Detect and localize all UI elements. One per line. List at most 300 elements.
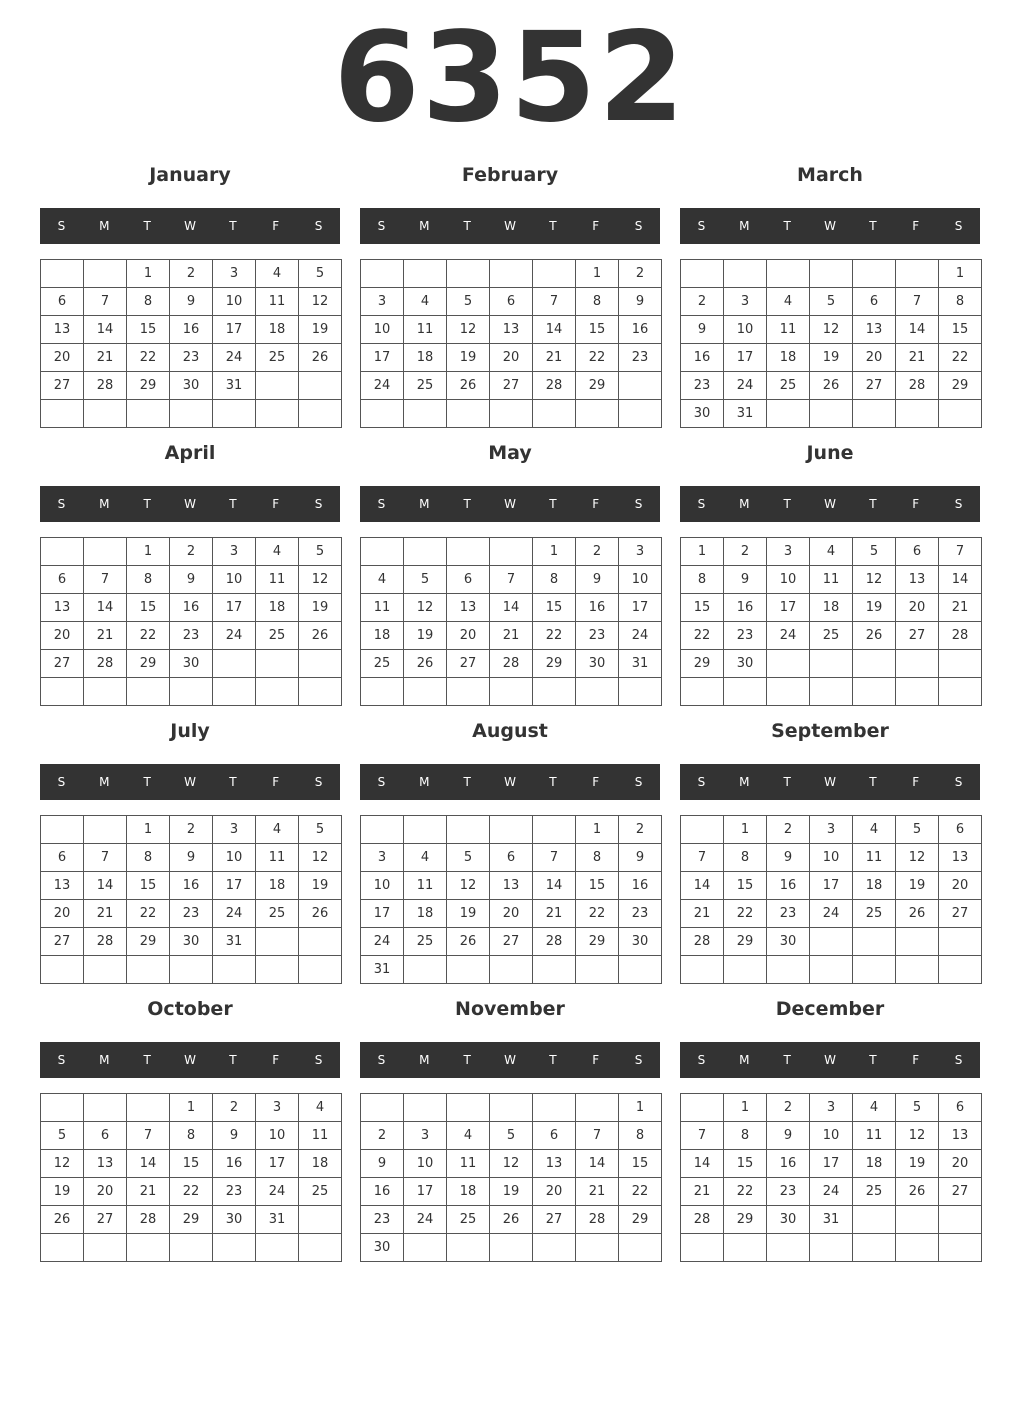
day-cell: 2: [724, 538, 767, 566]
month-block-april: [40, 438, 340, 708]
week-row: [681, 344, 982, 372]
day-cell: 29: [127, 372, 170, 400]
day-cell: [447, 538, 490, 566]
week-row: [361, 844, 662, 872]
day-cell: 13: [447, 594, 490, 622]
day-cell: [490, 260, 533, 288]
day-cell: 11: [447, 1150, 490, 1178]
week-row: [41, 1094, 342, 1122]
day-cell: 15: [533, 594, 576, 622]
day-cell: [853, 400, 896, 428]
day-cell: 13: [853, 316, 896, 344]
day-cell: 31: [213, 372, 256, 400]
day-cell: 24: [256, 1178, 299, 1206]
week-row: [361, 678, 662, 706]
day-cell: 6: [41, 844, 84, 872]
week-row: [361, 816, 662, 844]
day-cell: 18: [447, 1178, 490, 1206]
day-cell: 1: [576, 260, 619, 288]
day-grid: [40, 815, 342, 984]
month-title: October: [147, 998, 233, 1020]
day-cell: 31: [619, 650, 662, 678]
day-cell: 20: [533, 1178, 576, 1206]
weekday-label: T: [869, 775, 877, 789]
day-cell: [447, 1094, 490, 1122]
day-cell: 9: [170, 288, 213, 316]
month-title: November: [455, 998, 565, 1020]
day-cell: 10: [810, 1122, 853, 1150]
week-row: [41, 260, 342, 288]
week-row: [361, 1234, 662, 1262]
day-cell: 17: [256, 1150, 299, 1178]
day-grid: [680, 259, 982, 428]
day-cell: 4: [810, 538, 853, 566]
weekday-label: F: [272, 775, 280, 789]
day-cell: 10: [256, 1122, 299, 1150]
day-cell: 8: [127, 288, 170, 316]
day-cell: 30: [361, 1234, 404, 1262]
week-row: [41, 928, 342, 956]
day-cell: 14: [681, 872, 724, 900]
day-cell: [810, 956, 853, 984]
day-cell: 2: [681, 288, 724, 316]
day-cell: 8: [127, 566, 170, 594]
week-row: [361, 872, 662, 900]
week-row: [41, 872, 342, 900]
day-cell: 17: [213, 316, 256, 344]
week-row: [361, 1178, 662, 1206]
week-row: [361, 372, 662, 400]
week-row: [361, 1094, 662, 1122]
day-cell: 7: [84, 844, 127, 872]
week-row: [361, 344, 662, 372]
day-cell: [299, 372, 342, 400]
day-cell: 21: [681, 900, 724, 928]
day-cell: 15: [681, 594, 724, 622]
weekday-label: F: [912, 775, 920, 789]
weekday-label: M: [99, 497, 110, 511]
day-cell: [533, 816, 576, 844]
day-cell: 1: [127, 816, 170, 844]
day-cell: 27: [490, 928, 533, 956]
day-grid: [680, 1093, 982, 1262]
day-cell: [361, 538, 404, 566]
day-cell: 22: [619, 1178, 662, 1206]
weekday-label: S: [314, 1053, 323, 1067]
weekday-label: M: [419, 497, 430, 511]
day-cell: 18: [404, 344, 447, 372]
day-cell: 5: [41, 1122, 84, 1150]
weekday-label: W: [184, 1053, 196, 1067]
day-cell: 1: [724, 1094, 767, 1122]
day-cell: 25: [256, 900, 299, 928]
day-cell: [127, 1234, 170, 1262]
month-title: February: [461, 164, 559, 186]
week-row: [681, 372, 982, 400]
day-cell: 30: [170, 928, 213, 956]
day-cell: [41, 1094, 84, 1122]
weekday-header: [40, 1042, 340, 1078]
weekday-label: S: [697, 497, 706, 511]
weekday-header: [680, 486, 980, 522]
day-cell: 6: [896, 538, 939, 566]
weekday-label: M: [419, 219, 430, 233]
day-cell: 20: [41, 344, 84, 372]
weekday-header: [360, 764, 660, 800]
month-title: December: [775, 998, 885, 1020]
weekday-header: [680, 208, 980, 244]
week-row: [41, 1150, 342, 1178]
weekday-label: T: [143, 219, 151, 233]
week-row: [41, 900, 342, 928]
day-cell: 13: [939, 1122, 982, 1150]
day-cell: 15: [127, 594, 170, 622]
day-cell: [361, 260, 404, 288]
day-cell: 30: [767, 928, 810, 956]
weekday-label: W: [504, 775, 516, 789]
day-cell: [619, 372, 662, 400]
day-cell: 10: [810, 844, 853, 872]
week-row: [681, 1122, 982, 1150]
weekday-label: S: [377, 775, 386, 789]
day-cell: 14: [84, 316, 127, 344]
weekday-label: S: [314, 219, 323, 233]
month-block-march: [680, 160, 980, 430]
week-row: [681, 1206, 982, 1234]
day-cell: [84, 1094, 127, 1122]
day-cell: 2: [170, 260, 213, 288]
weekday-label: T: [463, 775, 471, 789]
month-title: May: [488, 442, 532, 464]
day-cell: 2: [767, 816, 810, 844]
day-grid: [40, 1093, 342, 1262]
day-cell: 28: [127, 1206, 170, 1234]
weekday-label: S: [954, 219, 963, 233]
day-cell: 7: [127, 1122, 170, 1150]
day-cell: 31: [724, 400, 767, 428]
day-cell: 26: [896, 1178, 939, 1206]
day-cell: 11: [256, 288, 299, 316]
day-cell: 22: [576, 900, 619, 928]
day-cell: 5: [896, 1094, 939, 1122]
day-cell: 12: [404, 594, 447, 622]
week-row: [681, 1234, 982, 1262]
weekday-label: S: [57, 219, 66, 233]
day-cell: 21: [127, 1178, 170, 1206]
day-cell: 4: [256, 538, 299, 566]
day-cell: [810, 650, 853, 678]
day-cell: [533, 260, 576, 288]
day-cell: 1: [576, 816, 619, 844]
day-cell: 26: [896, 900, 939, 928]
day-cell: 4: [404, 844, 447, 872]
day-cell: 16: [170, 316, 213, 344]
day-cell: 30: [170, 650, 213, 678]
day-cell: [256, 928, 299, 956]
day-cell: 21: [939, 594, 982, 622]
day-cell: 7: [84, 566, 127, 594]
weekday-label: W: [184, 219, 196, 233]
day-cell: 2: [576, 538, 619, 566]
day-cell: 18: [256, 594, 299, 622]
day-cell: 2: [619, 816, 662, 844]
day-cell: [853, 1206, 896, 1234]
day-cell: 21: [576, 1178, 619, 1206]
day-cell: 12: [299, 844, 342, 872]
day-cell: 31: [361, 956, 404, 984]
month-block-july: [40, 716, 340, 986]
day-cell: [84, 1234, 127, 1262]
day-cell: 24: [810, 1178, 853, 1206]
weekday-label: S: [57, 775, 66, 789]
week-row: [681, 844, 982, 872]
day-cell: 14: [127, 1150, 170, 1178]
day-cell: 23: [724, 622, 767, 650]
week-row: [361, 928, 662, 956]
day-cell: 6: [84, 1122, 127, 1150]
day-cell: 5: [404, 566, 447, 594]
day-cell: [41, 1234, 84, 1262]
weekday-label: T: [869, 219, 877, 233]
weekday-header: [680, 764, 980, 800]
day-cell: 31: [256, 1206, 299, 1234]
day-cell: [490, 1094, 533, 1122]
day-cell: 8: [533, 566, 576, 594]
month-title: September: [771, 720, 889, 742]
day-cell: [896, 650, 939, 678]
week-row: [681, 928, 982, 956]
month-title: April: [164, 442, 216, 464]
day-cell: 11: [853, 844, 896, 872]
day-cell: 22: [681, 622, 724, 650]
day-cell: 5: [447, 844, 490, 872]
day-cell: 28: [533, 372, 576, 400]
day-cell: 19: [896, 1150, 939, 1178]
day-cell: [767, 1234, 810, 1262]
day-cell: 7: [576, 1122, 619, 1150]
day-cell: 14: [681, 1150, 724, 1178]
day-cell: 3: [619, 538, 662, 566]
week-row: [681, 622, 982, 650]
day-cell: [896, 1206, 939, 1234]
day-cell: [533, 1234, 576, 1262]
day-cell: 26: [853, 622, 896, 650]
weekday-label: T: [549, 219, 557, 233]
day-cell: 23: [170, 900, 213, 928]
day-cell: 9: [170, 844, 213, 872]
day-cell: [896, 260, 939, 288]
day-cell: 1: [170, 1094, 213, 1122]
day-cell: 9: [576, 566, 619, 594]
day-cell: 12: [896, 844, 939, 872]
day-cell: 4: [853, 1094, 896, 1122]
week-row: [41, 816, 342, 844]
day-cell: 7: [533, 844, 576, 872]
day-cell: 22: [127, 622, 170, 650]
day-cell: 2: [361, 1122, 404, 1150]
day-grid: [40, 259, 342, 428]
day-cell: 10: [361, 316, 404, 344]
day-cell: 14: [84, 594, 127, 622]
weekday-label: S: [314, 775, 323, 789]
day-cell: 28: [576, 1206, 619, 1234]
week-row: [41, 678, 342, 706]
day-cell: 2: [170, 816, 213, 844]
week-row: [361, 956, 662, 984]
day-cell: [490, 1234, 533, 1262]
day-cell: [896, 678, 939, 706]
day-cell: 5: [490, 1122, 533, 1150]
day-cell: [724, 956, 767, 984]
day-cell: [767, 400, 810, 428]
day-cell: 23: [767, 1178, 810, 1206]
day-cell: 1: [533, 538, 576, 566]
day-cell: 4: [256, 816, 299, 844]
day-cell: 23: [767, 900, 810, 928]
day-cell: 24: [404, 1206, 447, 1234]
day-cell: 21: [490, 622, 533, 650]
weekday-label: S: [377, 219, 386, 233]
day-cell: 6: [41, 288, 84, 316]
day-cell: [213, 678, 256, 706]
day-cell: 30: [170, 372, 213, 400]
day-cell: [170, 1234, 213, 1262]
day-cell: [490, 678, 533, 706]
day-grid: [40, 537, 342, 706]
day-cell: 22: [724, 900, 767, 928]
day-cell: 23: [576, 622, 619, 650]
weekday-label: W: [824, 1053, 836, 1067]
month-block-february: [360, 160, 660, 430]
day-cell: 17: [767, 594, 810, 622]
day-cell: [681, 1094, 724, 1122]
month-title: March: [797, 164, 863, 186]
day-cell: 12: [896, 1122, 939, 1150]
weekday-label: W: [824, 775, 836, 789]
weekday-label: W: [824, 497, 836, 511]
weekday-label: F: [592, 497, 600, 511]
day-cell: 23: [170, 622, 213, 650]
day-cell: 12: [447, 872, 490, 900]
day-cell: [213, 1234, 256, 1262]
day-cell: [490, 956, 533, 984]
day-cell: 25: [447, 1206, 490, 1234]
day-cell: [767, 678, 810, 706]
day-cell: [533, 678, 576, 706]
day-cell: [299, 678, 342, 706]
day-cell: 9: [361, 1150, 404, 1178]
day-cell: 20: [490, 900, 533, 928]
day-cell: 29: [127, 650, 170, 678]
week-row: [41, 650, 342, 678]
week-row: [681, 816, 982, 844]
day-cell: 22: [170, 1178, 213, 1206]
day-cell: 30: [576, 650, 619, 678]
day-cell: 17: [361, 344, 404, 372]
day-cell: 20: [896, 594, 939, 622]
day-cell: 30: [767, 1206, 810, 1234]
day-cell: 30: [681, 400, 724, 428]
week-row: [361, 260, 662, 288]
week-row: [681, 538, 982, 566]
weekday-label: T: [549, 1053, 557, 1067]
day-cell: 3: [361, 844, 404, 872]
day-cell: 12: [299, 288, 342, 316]
day-cell: [299, 956, 342, 984]
week-row: [681, 872, 982, 900]
day-cell: 24: [361, 372, 404, 400]
day-cell: 29: [576, 372, 619, 400]
day-cell: [127, 678, 170, 706]
day-grid: [360, 259, 662, 428]
day-cell: [41, 678, 84, 706]
week-row: [681, 566, 982, 594]
day-cell: 14: [490, 594, 533, 622]
day-cell: 9: [767, 1122, 810, 1150]
day-cell: 4: [256, 260, 299, 288]
day-cell: 11: [361, 594, 404, 622]
week-row: [41, 1206, 342, 1234]
day-cell: 1: [619, 1094, 662, 1122]
day-cell: 6: [533, 1122, 576, 1150]
day-cell: 20: [853, 344, 896, 372]
weekday-label: T: [143, 1053, 151, 1067]
day-cell: 5: [896, 816, 939, 844]
week-row: [361, 900, 662, 928]
day-cell: 29: [681, 650, 724, 678]
weekday-label: S: [57, 1053, 66, 1067]
day-cell: 6: [939, 816, 982, 844]
day-cell: 27: [447, 650, 490, 678]
weekday-header: [40, 208, 340, 244]
day-cell: [939, 1234, 982, 1262]
day-cell: 26: [810, 372, 853, 400]
week-row: [41, 844, 342, 872]
week-row: [41, 344, 342, 372]
day-cell: 8: [724, 844, 767, 872]
day-cell: 9: [170, 566, 213, 594]
day-cell: 15: [576, 872, 619, 900]
day-cell: 25: [256, 622, 299, 650]
day-cell: 22: [127, 344, 170, 372]
day-cell: 8: [724, 1122, 767, 1150]
weekday-label: F: [272, 1053, 280, 1067]
day-cell: 17: [404, 1178, 447, 1206]
weekday-label: F: [912, 219, 920, 233]
day-cell: 27: [41, 372, 84, 400]
month-block-august: [360, 716, 660, 986]
day-cell: [447, 260, 490, 288]
day-cell: 27: [939, 900, 982, 928]
weekday-label: T: [463, 497, 471, 511]
day-cell: 10: [213, 566, 256, 594]
week-row: [41, 288, 342, 316]
day-cell: 3: [361, 288, 404, 316]
week-row: [681, 1178, 982, 1206]
day-cell: [810, 260, 853, 288]
day-cell: [619, 678, 662, 706]
day-cell: [896, 1234, 939, 1262]
weekday-header: [680, 1042, 980, 1078]
day-cell: 16: [619, 316, 662, 344]
day-cell: 28: [681, 928, 724, 956]
weekday-label: T: [869, 497, 877, 511]
day-cell: 13: [490, 872, 533, 900]
day-cell: 17: [361, 900, 404, 928]
day-cell: 24: [213, 344, 256, 372]
day-cell: 29: [533, 650, 576, 678]
day-cell: 20: [41, 622, 84, 650]
